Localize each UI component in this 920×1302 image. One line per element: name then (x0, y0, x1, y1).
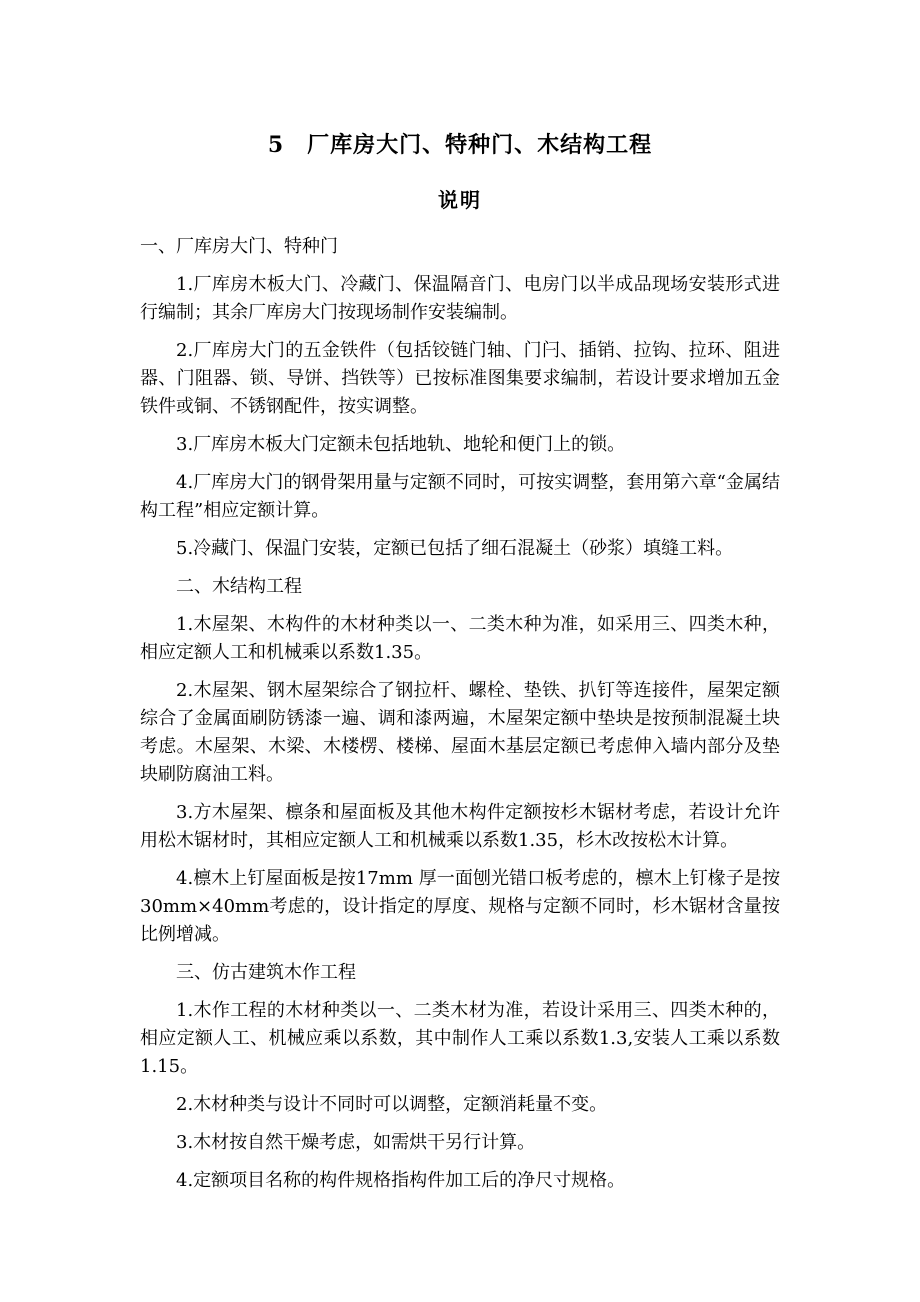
section1-item-3: 3.厂库房木板大门定额未包括地轨、地轮和便门上的锁。 (176, 434, 626, 455)
section-heading-1: 一、厂库房大门、特种门 (140, 236, 338, 257)
section1-item-4: 4.厂库房大门的钢骨架用量与定额不同时，可按实调整，套用第六章“金属结构工程”相应定额计算。 (140, 472, 780, 521)
document-body (140, 233, 780, 1205)
section1-item-1: 1.厂库房木板大门、冷藏门、保温隔音门、电房门以半成品现场安装形式进行编制；其余厂库房大门按现场制作安装编制。 (140, 274, 780, 323)
section2-item-1: 1.木屋架、木构件的木材种类以一、二类木种为准，如采用三、四类木种，相应定额人工和机械乘以系数1.35。 (140, 614, 780, 663)
section3-item-2: 2.木材种类与设计不同时可以调整，定额消耗量不变。 (176, 1094, 608, 1115)
page-subtitle: 说明 (438, 188, 482, 212)
section-heading-3: 三、仿古建筑木作工程 (176, 962, 356, 983)
page-title: 5 厂库房大门、特种门、木结构工程 (267, 132, 653, 158)
section-heading-2: 二、木结构工程 (176, 576, 302, 597)
section1-item-5: 5.冷藏门、保温门安装，定额已包括了细石混凝土（砂浆）填缝工料。 (176, 538, 734, 559)
section3-item-3: 3.木材按自然干燥考虑，如需烘干另行计算。 (176, 1132, 536, 1153)
section3-item-1: 1.木作工程的木材种类以一、二类木材为准，若设计采用三、四类木种的，相应定额人工、机械应乘以系数，其中制作人工乘以系数1.3,安装人工乘以系数1.15。 (140, 1000, 780, 1077)
section1-item-2: 2.厂库房大门的五金铁件（包括铰链门轴、门闩、插销、拉钩、拉环、阻进器、门阻器、锁、导饼、挡铁等）已按标准图集要求编制，若设计要求增加五金铁件或铜、不锈钢配件，按实调整。 (140, 340, 780, 417)
section2-item-4: 4.檩木上钉屋面板是按17mm 厚一面刨光错口板考虑的，檩木上钉椽子是按30mm×40mm考虑的，设计指定的厚度、规格与定额不同时，杉木锯材含量按比例增减。 (140, 868, 780, 945)
section2-item-3: 3.方木屋架、檩条和屋面板及其他木构件定额按杉木锯材考虑，若设计允许用松木锯材时，其相应定额人工和机械乘以系数1.35，杉木改按松木计算。 (140, 802, 780, 851)
section3-item-4: 4.定额项目名称的构件规格指构件加工后的净尺寸规格。 (176, 1170, 626, 1191)
section2-item-2: 2.木屋架、钢木屋架综合了钢拉杆、螺栓、垫铁、扒钉等连接件，屋架定额综合了金属面刷防锈漆一遍、调和漆两遍，木屋架定额中垫块是按预制混凝土块考虑。木屋架、木梁、木楼楞、楼梯、屋面木基层定额已考虑伸入墙内部分及垫块刷防腐油工料。 (140, 680, 780, 785)
